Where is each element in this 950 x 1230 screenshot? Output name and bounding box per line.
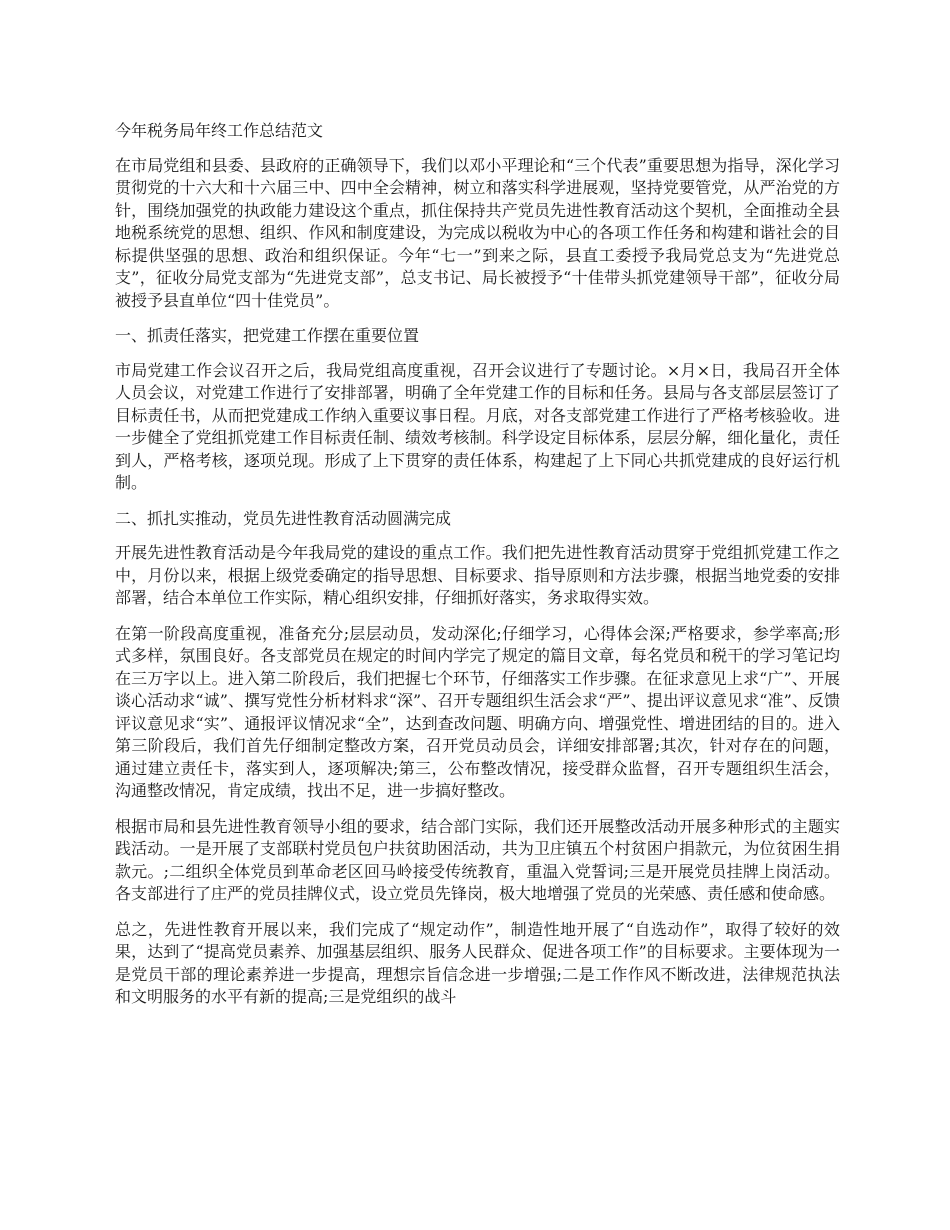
section-2-paragraph-4: 总之，先进性教育开展以来，我们完成了“规定动作”，制造性地开展了“自选动作”，取得了较好的效果，达到了“提高党员素养、加强基层组织、服务人民群众、促进各项工作”的目标要求。主要体现为一是党员干部的理论素养进一步提高，理想宗旨信念进一步增强;二是工作作风不断改进，法律规范执法和文明服务的水平有新的提高;三是党组织的战斗 [115,919,840,1006]
document-page [115,120,840,1022]
section-1-heading: 一、抓责任落实，把党建工作摆在重要位置 [115,326,420,345]
section-2-paragraph-3: 根据市局和县先进性教育领导小组的要求，结合部门实际，我们还开展整改活动开展多种形式的主题实践活动。一是开展了支部联村党员包户扶贫助困活动，共为卫庄镇五个村贫困户捐款元，为位贫困生捐款元。;二组织全体党员到革命老区回马岭接受传统教育，重温入党誓词;三是开展党员挂牌上岗活动。各支部进行了庄严的党员挂牌仪式，设立党员先锋岗，极大地增强了党员的光荣感、责任感和使命感。 [115,816,840,903]
intro-paragraph: 在市局党组和县委、县政府的正确领导下，我们以邓小平理论和“三个代表”重要思想为指导，深化学习贯彻党的十六大和十六届三中、四中全会精神，树立和落实科学进展观，坚持党要管党，从严治党的方针，围绕加强党的执政能力建设这个重点，抓住保持共产党员先进性教育活动这个契机，全面推动全县地税系统党的思想、组织、作风和制度建设，为完成以税收为中心的各项工作任务和构建和谐社会的目标提供坚强的思想、政治和组织保证。今年“七一”到来之际，县直工委授予我局党总支为“先进党总支”，征收分局党支部为“先进党支部”，总支书记、局长被授予“十佳带头抓党建领导干部”，征收分局被授予县直单位“四十佳党员”。 [115,155,840,310]
section-1-paragraph: 市局党建工作会议召开之后，我局党组高度重视，召开会议进行了专题讨论。×月×日，我局召开全体人员会议，对党建工作进行了安排部署，明确了全年党建工作的目标和任务。县局与各支部层层签订了目标责任书，从而把党建成工作纳入重要议事日程。月底，对各支部党建工作进行了严格考核验收。进一步健全了党组抓党建工作目标责任制、绩效考核制。科学设定目标体系，层层分解，细化量化，责任到人，严格考核，逐项兑现。形成了上下贯穿的责任体系，构建起了上下同心共抓党建成的良好运行机制。 [115,360,840,492]
section-2-paragraph-1: 开展先进性教育活动是今年我局党的建设的重点工作。我们把先进性教育活动贯穿于党组抓党建工作之中，月份以来，根据上级党委确定的指导思想、目标要求、指导原则和方法步骤，根据当地党委的安排部署，结合本单位工作实际，精心组织安排，仔细抓好落实，务求取得实效。 [115,543,840,607]
section-2-paragraph-2: 在第一阶段高度重视，准备充分;层层动员，发动深化;仔细学习，心得体会深;严格要求，参学率高;形式多样，氛围良好。各支部党员在规定的时间内学完了规定的篇目文章，每名党员和税干的学习笔记均在三万字以上。进入第二阶段后，我们把握七个环节，仔细落实工作步骤。在征求意见上求“广”、开展谈心活动求“诚”、撰写党性分析材料求“深”、召开专题组织生活会求“严”、提出评议意见求“准”、反馈评议意见求“实”、通报评议情况求“全”，达到查改问题、明确方向、增强党性、增进团结的目的。进入第三阶段后，我们首先仔细制定整改方案，召开党员动员会，详细安排部署;其次，针对存在的问题，通过建立责任卡，落实到人，逐项解决;第三，公布整改情况，接受群众监督，召开专题组织生活会，沟通整改情况，肯定成绩，找出不足，进一步搞好整改。 [115,623,840,800]
document-title: 今年税务局年终工作总结范文 [115,121,324,140]
section-2-heading: 二、抓扎实推动，党员先进性教育活动圆满完成 [115,508,452,528]
